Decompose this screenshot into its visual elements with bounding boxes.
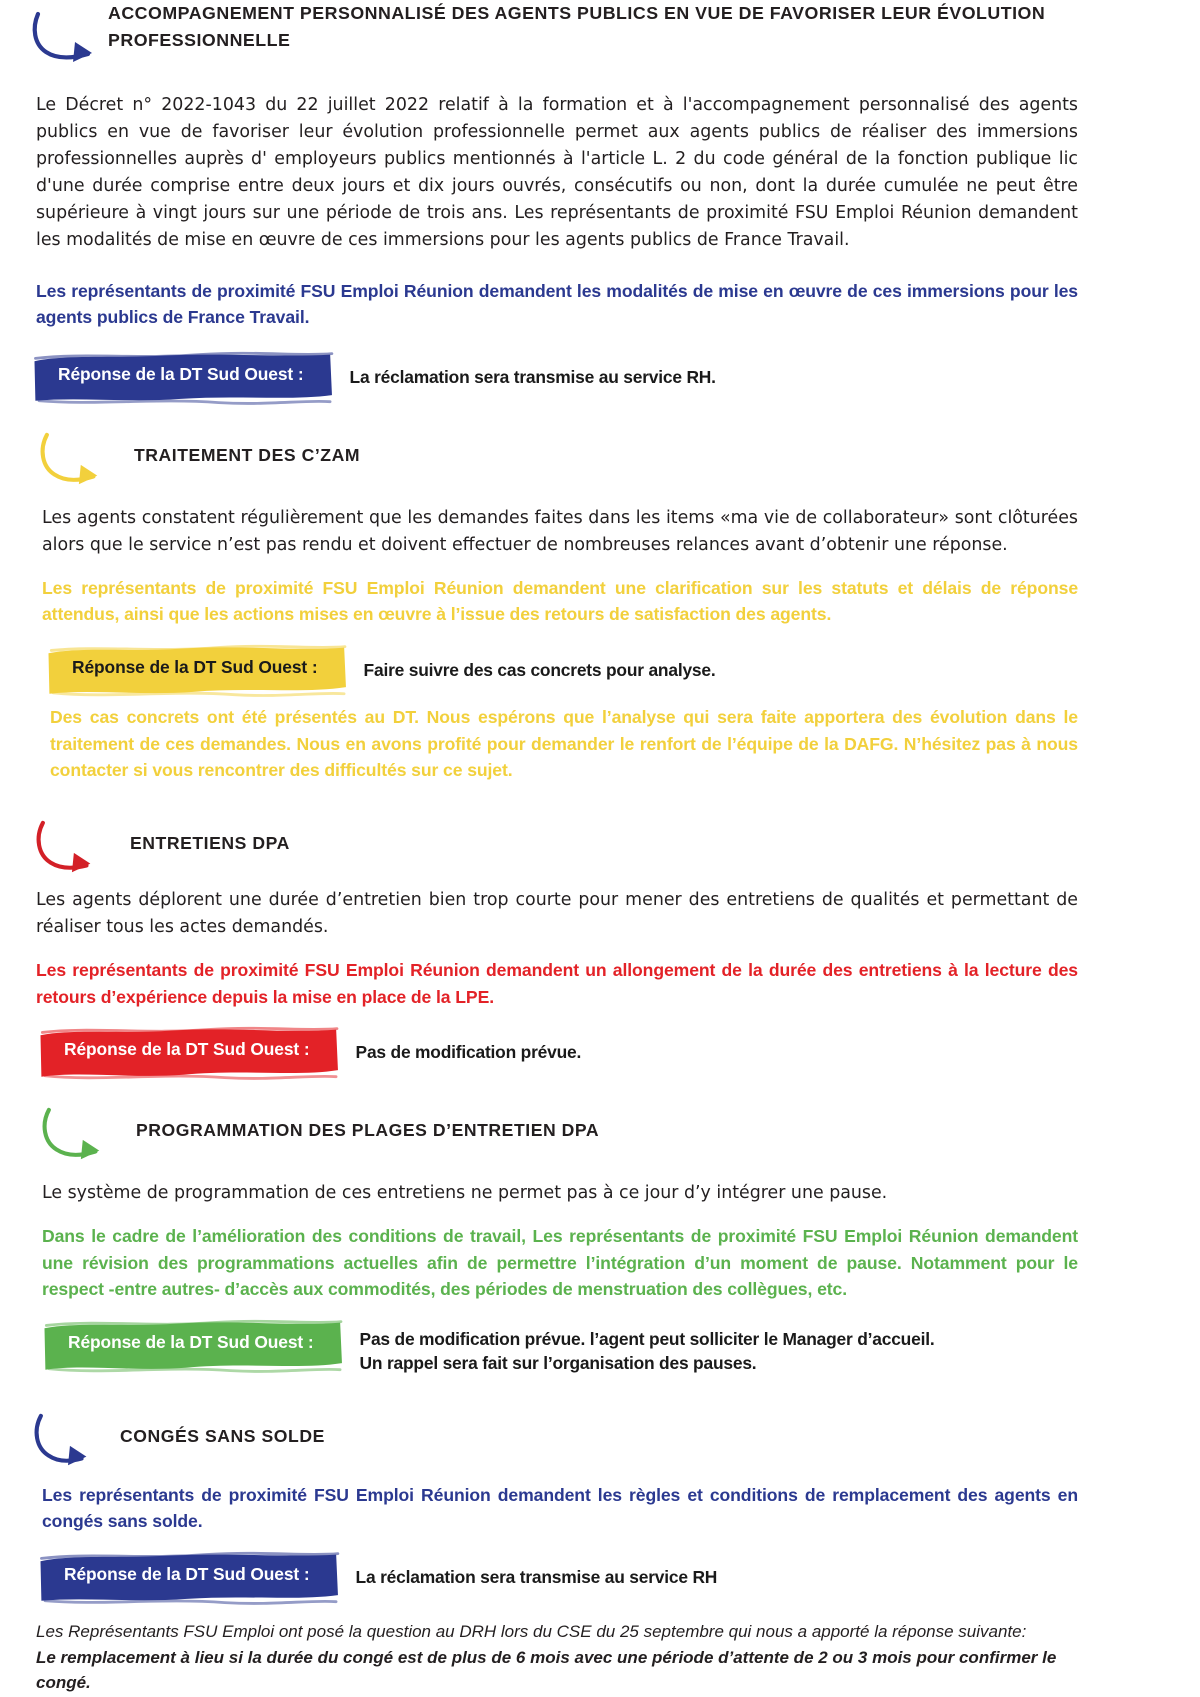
response-badge <box>42 1030 330 1070</box>
section-heading <box>38 1106 1200 1162</box>
section-heading <box>30 1412 1200 1468</box>
section-accompagnement <box>0 0 1200 395</box>
section-conges-sans-solde <box>0 1412 1200 1696</box>
response-badge <box>46 1323 334 1363</box>
footnote-line-2: Le remplacement à lieu si la durée du congé est de plus de 6 mois avec une période d’attente de 2 ou 3 mois pour confirmer le congé. <box>36 1647 1057 1693</box>
answer-line-1: Pas de modification prévue. <box>355 1042 582 1063</box>
section-czam <box>0 431 1200 783</box>
response-badge-wrap <box>42 1555 330 1595</box>
section-heading <box>36 431 1200 487</box>
answer-body <box>334 1323 935 1376</box>
section-heading <box>0 0 1200 78</box>
response-badge-wrap <box>36 355 324 395</box>
answer-body <box>324 355 716 390</box>
curved-arrow-icon <box>30 8 106 72</box>
section-content <box>0 875 1200 1070</box>
answer-body <box>338 648 716 683</box>
section-title: PROGRAMMATION DES PLAGES D’ENTRETIEN DPA <box>136 1120 600 1141</box>
section-statement: Les représentants de proximité FSU Emploi Réunion demandent les modalités de mise en œuvre de ces immersions pour les agents publics de France Travail. <box>36 280 1078 328</box>
response-badge-label: Réponse de la DT Sud Ouest : <box>64 1563 310 1584</box>
answer-line-1: Faire suivre des cas concrets pour analyse. <box>363 659 716 680</box>
answer-body <box>330 1555 718 1590</box>
answer-line-1: Pas de modification prévue. l’agent peut solliciter le Manager d’accueil. <box>359 1328 935 1349</box>
page-title <box>0 0 1200 53</box>
response-badge-wrap <box>50 648 338 688</box>
response-badge-label: Réponse de la DT Sud Ouest : <box>72 656 318 677</box>
section-followup: Des cas concrets ont été présentés au DT. Nous espérons que l’analyse qui sera faite apportera des évolution dans le traitement de ces demandes. Nous en avons profité pour demander le renfort de l’équipe de la DAFG. N’hésitez pas à nous contacter si vous rencontrer des difficultés sur ce sujet. <box>50 707 1078 780</box>
section-content <box>0 1162 1200 1376</box>
footnote-line-1: Les Représentants FSU Emploi ont posé la question au DRH lors du CSE du 25 septembre qui nous a apporté la réponse suivante: <box>36 1622 1027 1642</box>
response-badge-label: Réponse de la DT Sud Ouest : <box>58 363 304 384</box>
section-body: Le Décret n° 2022-1043 du 22 juillet 2022 relatif à la formation et à l'accompagnement personnalisé des agents publics en vue de favoriser leur évolution professionnelle permet aux agents publics de réaliser des immersions professionnelles auprès d' employeurs publics mentionnés à l'article L. 2 du code général de la fonction publique lic d'une durée comprise entre deux jours et dix jours ouvrés, consécutifs ou non, dont la durée cumulée ne peut être supérieure à vingt jours sur une période de trois ans. Les représentants de proximité FSU Emploi Réunion demandent les modalités de mise en œuvre de ces immersions pour les agents publics de France Travail. <box>36 95 1078 250</box>
section-heading <box>32 819 1200 875</box>
section-body: Le système de programmation de ces entretiens ne permet pas à ce jour d’y intégrer une pause. <box>42 1183 888 1204</box>
section-programmation-plages <box>0 1106 1200 1376</box>
section-title: TRAITEMENT DES C’ZAM <box>134 445 361 465</box>
response-badge <box>42 1555 330 1595</box>
response-badge <box>36 355 324 395</box>
answer-line-1: La réclamation sera transmise au service RH. <box>349 366 716 387</box>
section-body: Les agents déplorent une durée d’entretien bien trop courte pour mener des entretiens de qualités et permettant de réaliser tous les actes demandés. <box>36 890 1078 938</box>
response-badge-label: Réponse de la DT Sud Ouest : <box>68 1331 314 1352</box>
section-entretiens-dpa <box>0 819 1200 1070</box>
section-statement: Dans le cadre de l’amélioration des conditions de travail, Les représentants de proximité FSU Emploi Réunion demandent une révision des programmations actuelles afin de permettre l’intégration d’un moment de pause. Notamment pour le respect -entre autres- d’accès aux commodités, des périodes de menstruation des collègues, etc. <box>42 1226 1078 1300</box>
answer-row <box>50 648 1078 688</box>
section-body: Les agents constatent régulièrement que les demandes faites dans les items «ma vie de collaborateur» sont clôturées alors que le service n’est pas rendu et doivent effectuer de nombreuses relances avant d’obtenir une réponse. <box>42 508 1078 555</box>
response-badge <box>50 648 338 688</box>
section-statement: Les représentants de proximité FSU Emploi Réunion demandent une clarification sur les statuts et délais de réponse attendus, ainsi que les actions mises en œuvre à l’issue des retours de satisfaction des agents. <box>42 577 1078 625</box>
response-badge-label: Réponse de la DT Sud Ouest : <box>64 1039 310 1060</box>
answer-row <box>46 1323 1078 1376</box>
section-title: CONGÉS SANS SOLDE <box>120 1425 325 1446</box>
answer-line-1: La réclamation sera transmise au service RH <box>355 1566 718 1587</box>
answer-body <box>330 1030 582 1065</box>
section-content <box>0 1468 1200 1696</box>
response-badge-wrap <box>42 1030 330 1070</box>
section-title-line1: ACCOMPAGNEMENT PERSONNALISÉ DES AGENTS PUBLICS EN VUE DE FAVORISER LEUR ÉVOLUTION <box>108 3 1046 23</box>
section-statement: Les représentants de proximité FSU Emploi Réunion demandent les règles et conditions de remplacement des agents en congés sans solde. <box>42 1484 1078 1532</box>
section-content <box>0 78 1200 395</box>
answer-line-2: Un rappel sera fait sur l’organisation des pauses. <box>359 1353 757 1374</box>
response-badge-wrap <box>46 1323 334 1363</box>
answer-row <box>36 355 1078 395</box>
answer-row <box>42 1555 1078 1595</box>
footnote <box>36 1619 1078 1696</box>
section-content <box>0 487 1200 783</box>
section-title-line2: PROFESSIONNELLE <box>108 29 291 50</box>
section-statement: Les représentants de proximité FSU Emploi Réunion demandent un allongement de la durée des entretiens à la lecture des retours d’expérience depuis la mise en place de la LPE. <box>36 960 1078 1007</box>
section-title: ENTRETIENS DPA <box>130 833 290 854</box>
answer-row <box>42 1030 1078 1070</box>
